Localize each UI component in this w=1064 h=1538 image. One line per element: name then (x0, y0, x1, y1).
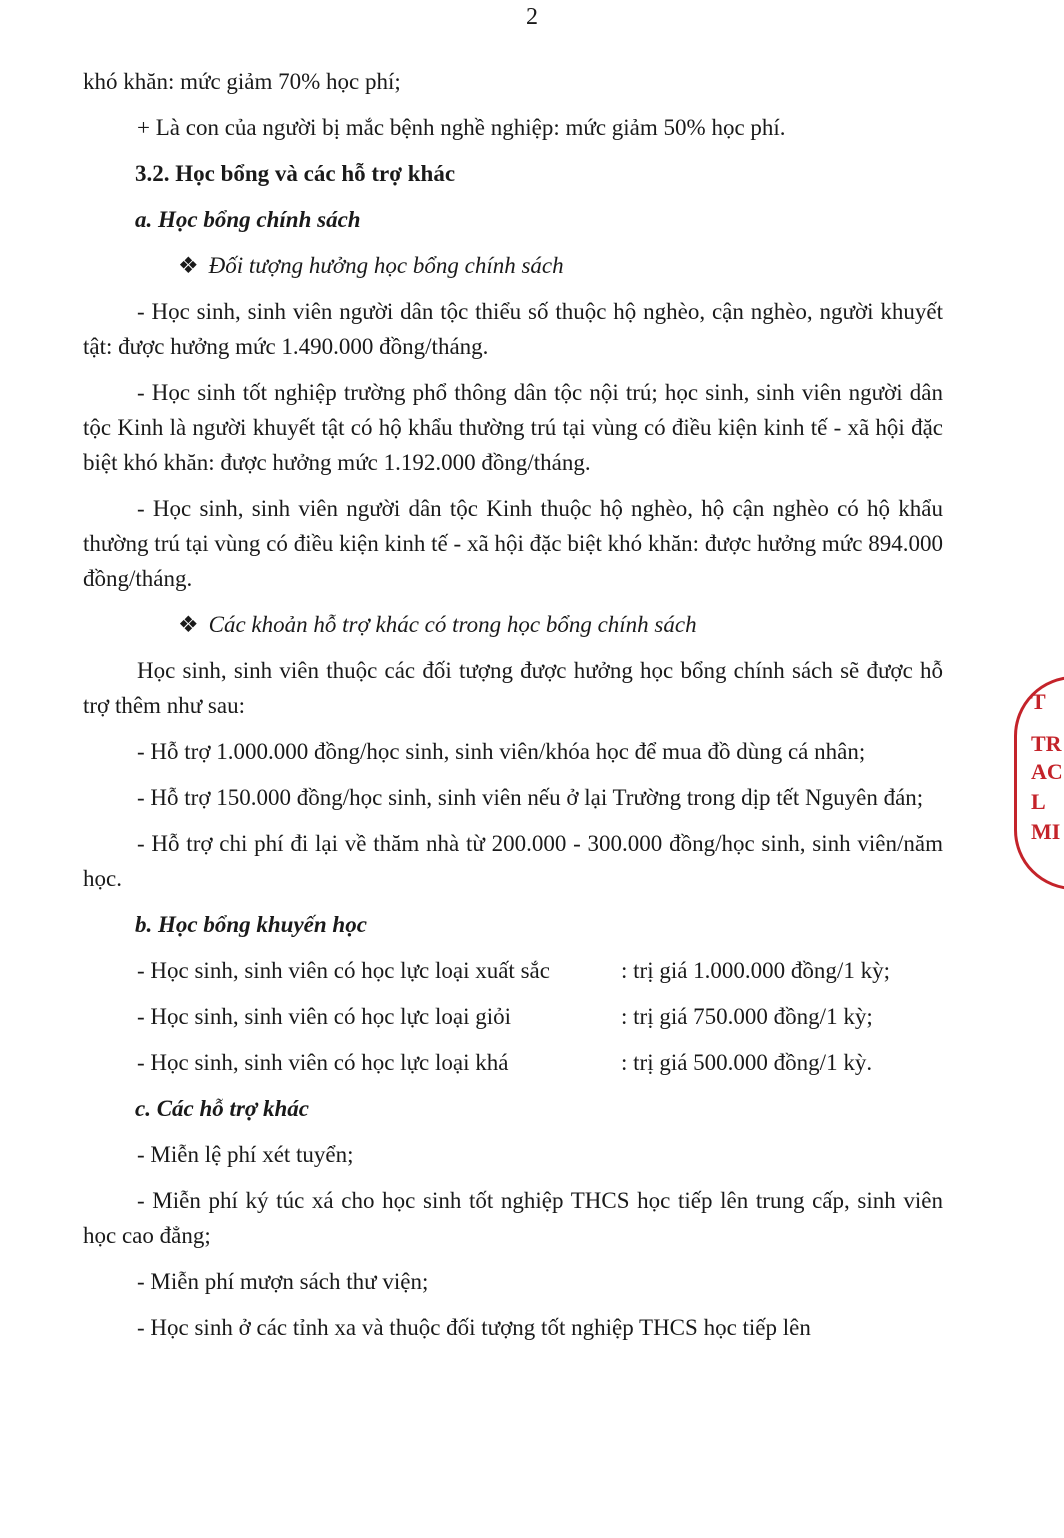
scholarship-row (137, 1045, 943, 1080)
paragraph: khó khăn: mức giảm 70% học phí; (83, 69, 401, 94)
bullet-heading-text: Các khoản hỗ trợ khác có trong học bổng chính sách (208, 612, 697, 637)
subsection-heading: b. Học bổng khuyến học (135, 912, 367, 937)
paragraph: + Là con của người bị mắc bệnh nghề nghiệp: mức giảm 50% học phí. (137, 115, 786, 140)
paragraph: - Học sinh ở các tỉnh xa và thuộc đối tượng tốt nghiệp THCS học tiếp lên (137, 1315, 811, 1340)
stamp-text: MI (1031, 819, 1061, 844)
stamp-text: TR (1031, 731, 1062, 756)
paragraph: Học sinh, sinh viên thuộc các đối tượng được hưởng học bổng chính sách sẽ được hỗ trợ thêm như sau: (83, 658, 943, 718)
paragraph: - Hỗ trợ 150.000 đồng/học sinh, sinh viên nếu ở lại Trường trong dịp tết Nguyên đán; (137, 785, 924, 810)
official-stamp (1014, 676, 1064, 890)
stamp-text: AC (1031, 759, 1063, 784)
scholarship-criteria: - Học sinh, sinh viên có học lực loại giỏi (137, 1004, 512, 1029)
subsection-heading: c. Các hỗ trợ khác (135, 1096, 309, 1121)
stamp-text: T (1031, 689, 1046, 714)
page-number: 2 (526, 4, 538, 30)
scholarship-value: : trị giá 750.000 đồng/1 kỳ; (621, 1004, 873, 1029)
paragraph: - Miễn phí mượn sách thư viện; (137, 1269, 429, 1294)
scholarship-row (137, 953, 943, 988)
paragraph: - Miễn phí ký túc xá cho học sinh tốt nghiệp THCS học tiếp lên trung cấp, sinh viên học cao đẳng; (83, 1188, 943, 1248)
paragraph: - Học sinh, sinh viên người dân tộc thiểu số thuộc hộ nghèo, cận nghèo, người khuyết tật: được hưởng mức 1.490.000 đồng/tháng. (83, 299, 943, 359)
subsection-heading: a. Học bổng chính sách (135, 207, 361, 232)
diamond-bullet-icon: ❖ (178, 253, 199, 278)
bullet-heading-text: Đối tượng hưởng học bổng chính sách (208, 253, 564, 278)
paragraph: - Hỗ trợ chi phí đi lại về thăm nhà từ 200.000 - 300.000 đồng/học sinh, sinh viên/năm học. (83, 831, 943, 891)
scholarship-criteria: - Học sinh, sinh viên có học lực loại khá (137, 1050, 509, 1075)
document-body (83, 64, 943, 1356)
scholarship-criteria: - Học sinh, sinh viên có học lực loại xuất sắc (137, 958, 550, 983)
section-heading: 3.2. Học bổng và các hỗ trợ khác (135, 161, 456, 186)
paragraph: - Học sinh, sinh viên người dân tộc Kinh thuộc hộ nghèo, hộ cận nghèo có hộ khẩu thường trú tại vùng có điều kiện kinh tế - xã hội đặc biệt khó khăn: được hưởng mức 894.000 đồng/tháng. (83, 496, 943, 591)
scholarship-row (137, 999, 943, 1034)
stamp-text: L (1031, 789, 1046, 814)
paragraph: - Miễn lệ phí xét tuyển; (137, 1142, 354, 1167)
paragraph: - Học sinh tốt nghiệp trường phổ thông dân tộc nội trú; học sinh, sinh viên người dân tộc Kinh là người khuyết tật có hộ khẩu thường trú tại vùng có điều kiện kinh tế - xã hội đặc biệt khó khăn: được hưởng mức 1.192.000 đồng/tháng. (83, 380, 943, 475)
bullet-heading (178, 248, 943, 283)
bullet-heading (178, 607, 943, 642)
scholarship-value: : trị giá 500.000 đồng/1 kỳ. (621, 1050, 873, 1075)
paragraph: - Hỗ trợ 1.000.000 đồng/học sinh, sinh viên/khóa học để mua đồ dùng cá nhân; (137, 739, 866, 764)
diamond-bullet-icon: ❖ (178, 612, 199, 637)
scholarship-value: : trị giá 1.000.000 đồng/1 kỳ; (621, 958, 890, 983)
